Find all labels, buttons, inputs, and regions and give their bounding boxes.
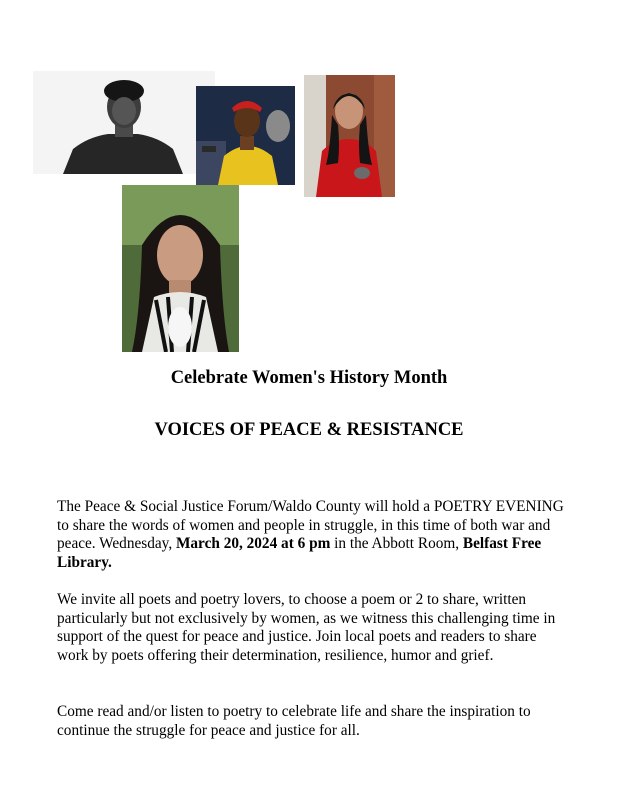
poet-photo-1: [33, 71, 215, 174]
event-title: VOICES OF PEACE & RESISTANCE: [154, 420, 464, 440]
event-details-paragraph: [57, 498, 567, 572]
invitation-paragraph: We invite all poets and poetry lovers, to choose a poem or 2 to share, written particularly but not exclusively by women, as we witness this challenging time in support of the quest for peace and justice. Join local poets and readers to share work by poets offering their determination, resilience, humor and grief.: [57, 591, 556, 664]
poet-photo-4: [122, 185, 239, 352]
event-intro-text: The Peace & Social Justice Forum/Waldo County will hold a POETRY EVENING to share the words of women and people in struggle, in this time of both war and peace. Wednesday,: [57, 498, 564, 553]
event-location-text: in the Abbott Room,: [330, 535, 463, 553]
event-venue: Belfast Free Library.: [57, 535, 542, 571]
event-date-time: March 20, 2024 at 6 pm: [175, 535, 331, 553]
poet-photo-2: [196, 86, 295, 185]
closing-paragraph: Come read and/or listen to poetry to celebrate life and share the inspiration to continue the struggle for peace and justice for all.: [57, 703, 531, 739]
event-heading: Celebrate Women's History Month: [170, 368, 448, 388]
poet-photo-3: [304, 75, 395, 197]
